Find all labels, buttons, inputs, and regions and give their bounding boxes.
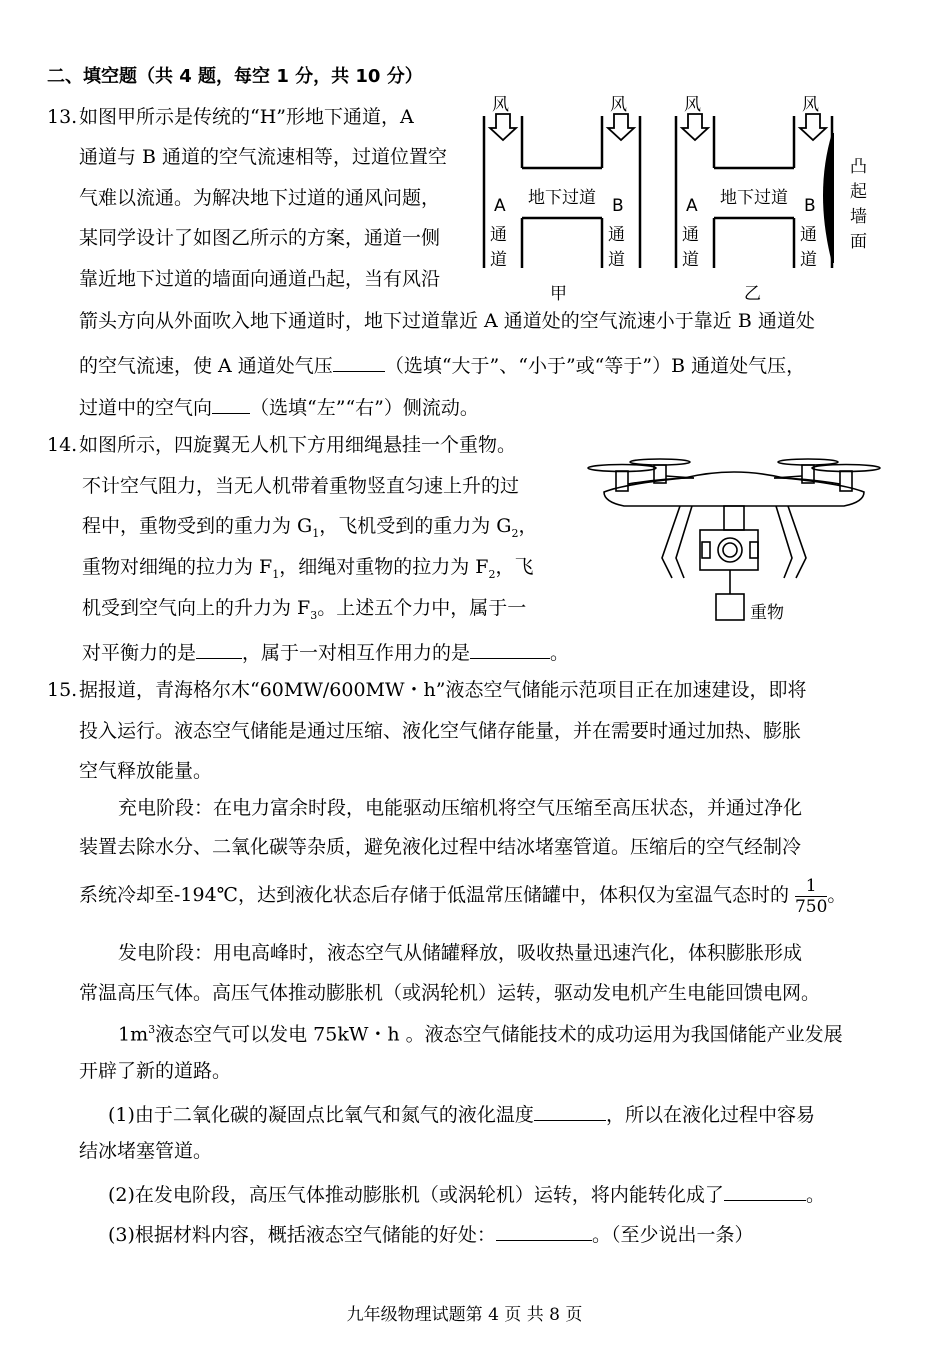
q14-text: 对平衡力的是 [82,642,197,664]
q14-text: ，飞机受到的重力为 G [319,515,512,537]
q13-line-1: 如图甲所示是传统的“H”形地下通道，A [79,106,414,128]
q13-line-7-tail: （选填“大于”、“小于”或“等于”）B 通道处气压， [384,355,806,377]
q15-line-10: 开辟了新的道路。 [79,1060,232,1082]
q15-line-1: 据报道，青海格尔木“60MW/600MW・h”液态空气储能示范项目正在加速建设，即将 [79,679,807,701]
superscript: 3 [148,1023,156,1036]
answer-blank[interactable] [212,395,250,414]
figure-caption-jia: 甲 [550,284,567,304]
q13-line-8-text: 过道中的空气向 [79,397,213,419]
channel-b-letter: B [804,196,816,216]
wind-label: 风 [610,95,627,115]
channel-a-letter: A [494,196,506,216]
q15-text: 。 [827,884,847,906]
q13-line-4: 某同学设计了如图乙所示的方案，通道一侧 [79,227,441,249]
channel-a-letter: A [686,196,698,216]
channel-b-char: 道 [800,250,817,270]
q14-line-4 [82,558,533,580]
down-arrow-icon [800,114,826,140]
sub-question-text: 。 [805,1184,825,1206]
q14-line-3: 程中，重物受到的重力为 $G_1$，飞机受到的重力为 $G_2$， [82,515,538,540]
q14-line-2: 不计空气阻力，当无人机带着重物竖直匀速上升的过 [82,475,520,497]
subscript: 2 [488,567,496,581]
down-arrow-icon [490,114,516,140]
q14-number: 14. [47,434,78,456]
answer-blank[interactable] [534,1102,606,1121]
q14-line-6 [82,640,569,663]
bulge-wall-shape [823,133,834,263]
q13-line-7 [79,353,805,376]
bulge-label-char: 墙 [850,207,867,227]
wind-label: 风 [492,95,509,115]
section-title: 二、填空题（共 4 题，每空 1 分，共 10 分） [47,66,423,87]
bulge-label-char: 凸 [850,157,867,177]
channel-b-letter: B [612,196,624,216]
fraction-denominator: 750 [794,896,828,917]
q13-line-5: 靠近地下过道的墙面向通道凸起，当有风沿 [79,268,441,290]
q15-sub-1 [108,1102,815,1125]
weight-label: 重物 [750,603,784,623]
q15-line-3: 空气释放能量。 [79,760,213,782]
bulge-label-char: 起 [850,182,867,202]
q13-line-2: 通道与 B 通道的空气流速相等，过道位置空 [79,146,448,168]
q15-line-5: 装置去除水分、二氧化碳等杂质，避免液化过程中结冰堵塞管道。压缩后的空气经制冷 [79,836,802,858]
q13-line-6: 箭头方向从外面吹入地下通道时，地下过道靠近 A 通道处的空气流速小于靠近 B 通道处 [79,310,815,332]
sub-question-text: 。（至少说出一条） [591,1224,754,1246]
q14-text: ，属于一对相互作用力的是 [242,642,471,664]
q13-line-7-text: 的空气流速，使 A 通道处气压 [79,355,333,377]
channel-a-char: 通 [490,225,507,245]
drone-diagram [584,448,884,623]
q14-text: 。上述五个力中，属于一 [317,597,527,619]
q14-text: 。 [550,642,570,664]
q13-number: 13. [47,106,78,128]
q14-line-1: 如图所示，四旋翼无人机下方用细绳悬挂一个重物。 [79,434,517,456]
subscript: 1 [272,567,280,581]
subscript: 1 [312,526,320,540]
q14-text: 机受到空气向上的升力为 F [82,597,311,619]
corridor-label: 地下过道 [720,188,788,208]
q15-text: 1m [118,1023,149,1046]
sub-question-text: 由于二氧化碳的凝固点比氧气和氮气的液化温度 [134,1104,534,1126]
q13-line-8-tail: （选填“左”“右”）侧流动。 [250,397,479,419]
q15-line-8: 常温高压气体。高压气体推动膨胀机（或涡轮机）运转，驱动发电机产生电能回馈电网。 [79,982,821,1004]
sub-question-label: (2) [108,1184,135,1206]
q13-line-3: 气难以流通。为解决地下过道的通风问题， [79,187,441,209]
q15-line-7: 发电阶段：用电高峰时，液态空气从储罐释放，吸收热量迅速汽化，体积膨胀形成 [118,942,803,964]
sub-question-label: (3) [108,1224,135,1246]
wind-arrows [490,114,826,140]
channel-a-char: 道 [490,250,507,270]
q14-line-5 [82,599,526,621]
q15-line-4: 充电阶段：在电力富余时段，电能驱动压缩机将空气压缩至高压状态，并通过净化 [118,797,803,819]
channel-b-char: 道 [608,250,625,270]
answer-blank[interactable] [470,640,550,659]
sub-question-label: (1) [108,1104,135,1126]
down-arrow-icon [608,114,634,140]
q15-sub-2 [108,1182,825,1205]
q15-text: 液态空气可以发电 75kW・h 。液态空气储能技术的成功运用为我国储能产业发展 [155,1023,843,1046]
subscript: 2 [511,526,519,540]
q15-line-9 [118,1024,843,1044]
answer-blank[interactable] [333,353,385,372]
fraction-1-750 [795,876,827,917]
corridor-label: 地下过道 [528,188,596,208]
sub-question-text: 在发电阶段，高压气体推动膨胀机（或涡轮机）运转，将内能转化成了 [134,1184,724,1206]
sub-question-text: 根据材料内容，概括液态空气储能的好处： [134,1224,496,1246]
channel-b-char: 通 [608,225,625,245]
channel-a-char: 通 [682,225,699,245]
q15-sub-1-line-2: 结冰堵塞管道。 [79,1140,213,1162]
q15-line-2: 投入运行。液态空气储能是通过压缩、液化空气储存能量，并在需要时通过加热、膨胀 [79,720,802,742]
answer-blank[interactable] [724,1182,806,1201]
figure-caption-yi: 乙 [744,284,761,304]
wind-label: 风 [802,95,819,115]
down-arrow-icon [682,114,708,140]
q14-text: ，细绳对重物的拉力为 F [279,556,489,578]
q14-text: 程中，重物受到的重力为 G [82,515,313,537]
bulge-label-char: 面 [850,232,867,252]
channel-a-char: 道 [682,250,699,270]
q14-text: ，飞 [495,556,534,578]
page-footer: 九年级物理试题第 4 页 共 8 页 [346,1305,583,1325]
answer-blank[interactable] [496,1222,592,1241]
wind-label: 风 [684,95,701,115]
fraction-numerator: 1 [795,876,827,897]
channel-b-char: 通 [800,225,817,245]
answer-blank[interactable] [196,640,242,659]
q15-sub-3 [108,1222,753,1245]
subscript: 3 [310,608,318,622]
sub-question-text: ，所以在液化过程中容易 [605,1104,815,1126]
q15-line-6 [79,872,846,918]
q13-line-8 [79,395,479,418]
q15-number: 15. [47,679,78,701]
q14-text: 重物对细绳的拉力为 F [82,556,273,578]
q15-text: 系统冷却至-194℃，达到液化状态后存储于低温常压储罐中，体积仅为室温气态时的 [79,884,789,906]
